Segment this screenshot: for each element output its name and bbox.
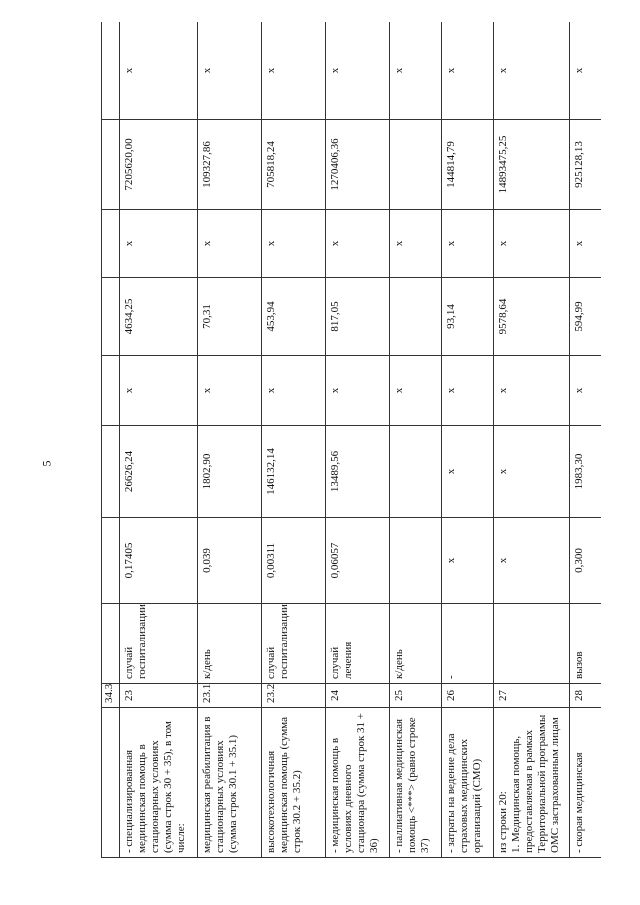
table-cell: 1802,90 [198, 426, 262, 518]
table-cell [494, 604, 570, 684]
table-cell: 23.1 [198, 684, 262, 708]
table-cell: 0,17405 [120, 518, 198, 604]
table-cell: 0,300 [570, 518, 602, 604]
table-cell: 24 [326, 684, 390, 708]
table-cell: x [570, 356, 602, 426]
row-label-cell: - скорая медицинская [570, 708, 602, 858]
table-cell: 26 [442, 684, 494, 708]
table-cell: x [326, 356, 390, 426]
table-cell: - [442, 604, 494, 684]
row-label-cell: - медицинская помощь в условиях дневного стационара (сумма строк 31 + 36) [326, 708, 390, 858]
table-cell: x [494, 22, 570, 120]
table-cell: x [442, 518, 494, 604]
table-cell: 705818,24 [262, 120, 326, 210]
table-cell: 594,99 [570, 278, 602, 356]
table-cell: 146132,14 [262, 426, 326, 518]
row-label-cell: - паллиативная медицинская помощь <***> (равно строке 37) [390, 708, 442, 858]
table-cell: 0,00311 [262, 518, 326, 604]
table-cell: x [442, 356, 494, 426]
table-cell: 925128,13 [570, 120, 602, 210]
row-label-cell: из строки 20: 1. Медицинская помощь, предоставляемая в рамках Территориальной программы ОМС застрахованным лицам [494, 708, 570, 858]
table-row [570, 22, 602, 858]
table-cell: 27 [494, 684, 570, 708]
page-number: 5 [39, 460, 54, 467]
header-cell [102, 604, 120, 684]
table-cell: x [570, 210, 602, 278]
table-cell: к/день [198, 604, 262, 684]
table-header-row [102, 22, 120, 858]
table-cell: случай госпитализации [120, 604, 198, 684]
table-wrapper [101, 22, 601, 858]
table-cell [390, 518, 442, 604]
table-cell: x [326, 210, 390, 278]
table-cell: 23.2 [262, 684, 326, 708]
header-cell [102, 210, 120, 278]
table-cell: 26626,24 [120, 426, 198, 518]
table-cell: x [120, 210, 198, 278]
table-cell: 25 [390, 684, 442, 708]
table-cell: 453,94 [262, 278, 326, 356]
header-cell [102, 278, 120, 356]
row-label-cell: - специализированная медицинская помощь в стационарных условиях (сумма строк 30 + 35), в том числе: [120, 708, 198, 858]
header-cell [102, 120, 120, 210]
table-cell: 0,039 [198, 518, 262, 604]
table-cell: x [262, 210, 326, 278]
table-cell: 0,06057 [326, 518, 390, 604]
table-cell [390, 426, 442, 518]
header-cell [102, 22, 120, 120]
row-label-cell: высокотехнологичная медицинская помощь (сумма строк 30.2 + 35.2) [262, 708, 326, 858]
table-cell: x [494, 356, 570, 426]
table-cell: 1983,30 [570, 426, 602, 518]
table-row [442, 22, 494, 858]
finance-table [101, 22, 601, 858]
table-row [198, 22, 262, 858]
table-cell: 817,05 [326, 278, 390, 356]
table-cell [390, 278, 442, 356]
table-row [326, 22, 390, 858]
table-cell: x [390, 356, 442, 426]
row-label-cell: медицинская реабилитация в стационарных условиях (сумма строк 30.1 + 35.1) [198, 708, 262, 858]
table-cell: x [198, 356, 262, 426]
row-label-cell: - затраты на ведение дела страховых медицинских организаций (СМО) [442, 708, 494, 858]
table-cell: 7205620,00 [120, 120, 198, 210]
table-cell: x [120, 356, 198, 426]
table-cell: x [390, 210, 442, 278]
table-cell: к/день [390, 604, 442, 684]
table-row [262, 22, 326, 858]
table-row [390, 22, 442, 858]
table-row [494, 22, 570, 858]
table-cell: x [442, 210, 494, 278]
table-cell: случай госпитализации [262, 604, 326, 684]
table-cell: x [494, 426, 570, 518]
header-cell [102, 518, 120, 604]
table-cell: 13489,56 [326, 426, 390, 518]
header-cell [102, 708, 120, 858]
table-cell: 109327,86 [198, 120, 262, 210]
table-cell: x [262, 356, 326, 426]
table-cell: x [262, 22, 326, 120]
table-cell: x [494, 518, 570, 604]
table-cell: x [326, 22, 390, 120]
table-cell: x [494, 210, 570, 278]
table-cell: 23 [120, 684, 198, 708]
table-cell: вызов [570, 604, 602, 684]
table-cell: x [442, 426, 494, 518]
header-cell [102, 426, 120, 518]
table-cell: x [120, 22, 198, 120]
table-cell: 9578,64 [494, 278, 570, 356]
table-cell: x [442, 22, 494, 120]
table-cell: 144814,79 [442, 120, 494, 210]
table-cell: 4634,25 [120, 278, 198, 356]
table-cell: x [390, 22, 442, 120]
table-cell: 14893475,25 [494, 120, 570, 210]
table-row [120, 22, 198, 858]
table-cell: x [570, 22, 602, 120]
table-cell [390, 120, 442, 210]
header-cell [102, 356, 120, 426]
table-cell: 1270406,36 [326, 120, 390, 210]
table-cell: 28 [570, 684, 602, 708]
table-cell: случай лечения [326, 604, 390, 684]
table-cell: 93,14 [442, 278, 494, 356]
table-cell: 70,31 [198, 278, 262, 356]
header-cell-number: 34.3 [102, 684, 120, 708]
table-cell: x [198, 22, 262, 120]
table-cell: x [198, 210, 262, 278]
